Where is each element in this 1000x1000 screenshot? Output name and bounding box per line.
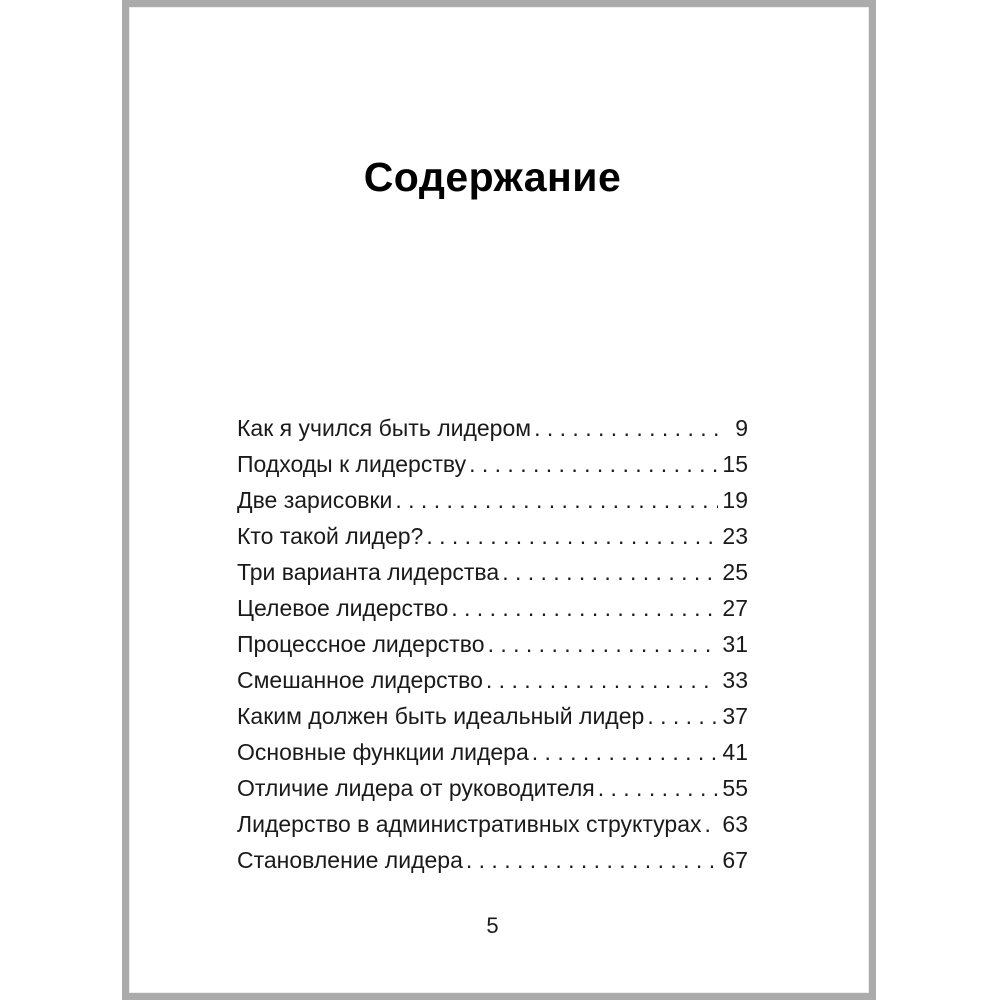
toc-entry-title: Кто такой лидер? (237, 523, 424, 549)
toc-entry-page-number: 55 (722, 775, 748, 801)
toc-entry-row (237, 842, 748, 878)
toc-entry-page-number: 33 (722, 667, 748, 693)
dot-leader (529, 734, 718, 770)
toc-entry-row (237, 806, 748, 842)
dot-leader (423, 518, 718, 554)
toc-entry-title: Три варианта лидерства (237, 559, 500, 585)
toc-entry-title: Как я учился быть лидером (237, 415, 532, 441)
toc-entry-row (237, 446, 748, 482)
toc-entry-title: Становление лидера (237, 847, 463, 873)
toc-entry-title: Смешанное лидерство (237, 667, 483, 693)
toc-entry-row (237, 482, 748, 518)
toc-entry-row (237, 734, 748, 770)
toc-entry-page-number: 23 (722, 523, 748, 549)
toc-entry-title: Отличие лидера от руководителя (237, 775, 595, 801)
toc-entry-page-number: 63 (722, 811, 748, 837)
dot-leader (702, 806, 719, 842)
dot-leader (463, 842, 718, 878)
toc-entry-page-number: 67 (722, 847, 748, 873)
dot-leader (499, 554, 718, 590)
toc-entry-title: Подходы к лидерству (237, 451, 467, 477)
toc-entry-row (237, 554, 748, 590)
toc-entry-title: Процессное лидерство (237, 631, 485, 657)
toc-entry-page-number: 9 (735, 415, 748, 441)
folio-page-number: 5 (486, 913, 499, 938)
toc-entry-title: Каким должен быть идеальный лидер (237, 703, 645, 729)
dot-leader (466, 446, 718, 482)
toc-entry-row (237, 662, 748, 698)
toc-entry-page-number: 27 (722, 595, 748, 621)
dot-leader (392, 482, 718, 518)
toc-entry-page-number: 19 (722, 487, 748, 513)
dot-leader (531, 410, 718, 446)
toc-entry-page-number: 41 (722, 739, 748, 765)
toc-entry-title: Две зарисовки (237, 487, 393, 513)
toc-entry-title: Основные функции лидера (237, 739, 529, 765)
toc-entry-row (237, 770, 748, 806)
toc-entry-row (237, 698, 748, 734)
dot-leader (448, 590, 718, 626)
toc-entry-row (237, 410, 748, 446)
toc-list (237, 410, 748, 878)
toc-entry-row (237, 590, 748, 626)
dot-leader (483, 662, 718, 698)
dot-leader (485, 626, 718, 662)
dot-leader (644, 698, 718, 734)
toc-entry-row (237, 518, 748, 554)
toc-entry-title: Целевое лидерство (237, 595, 449, 621)
toc-entry-row (237, 626, 748, 662)
toc-entry-page-number: 15 (722, 451, 748, 477)
dot-leader (595, 770, 718, 806)
toc-entry-page-number: 25 (722, 559, 748, 585)
page-title: Содержание (363, 154, 622, 200)
toc-entry-page-number: 37 (722, 703, 748, 729)
toc-entry-page-number: 31 (722, 631, 748, 657)
toc-entry-title: Лидерство в административных структурах (237, 811, 702, 837)
book-page (122, 0, 876, 1000)
